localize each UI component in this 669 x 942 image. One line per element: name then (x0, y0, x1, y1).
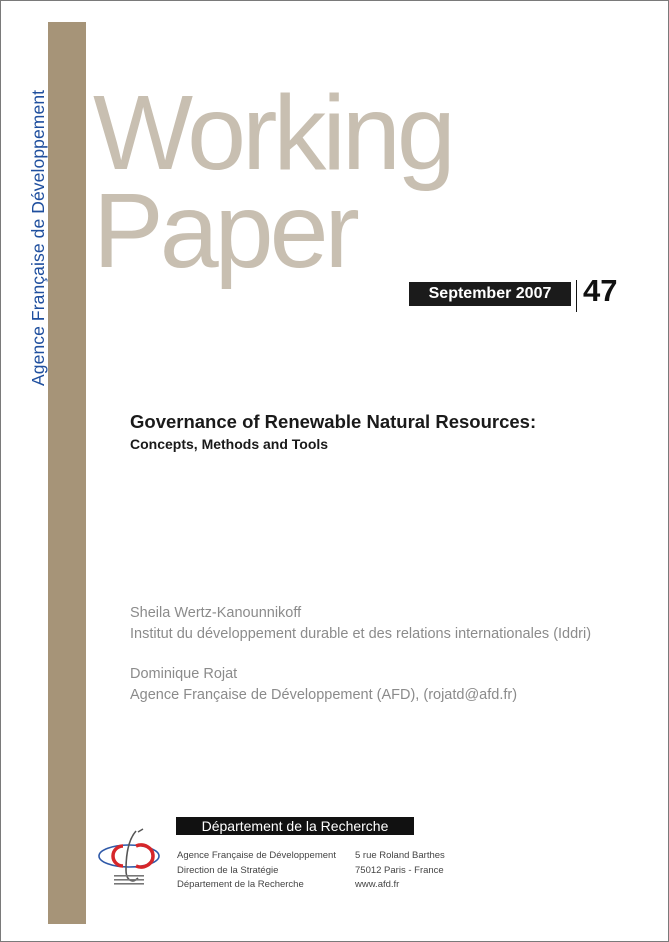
footer-address-street (355, 849, 445, 893)
author-name: Sheila Wertz-Kanounnikoff (130, 605, 302, 621)
side-organization-label: Agence Française de Développement (28, 89, 48, 386)
department-banner: Département de la Recherche (176, 817, 414, 835)
title-paper: Paper (93, 172, 356, 290)
document-title: Governance of Renewable Natural Resources: (130, 411, 537, 432)
document-subtitle: Concepts, Methods and Tools (130, 436, 329, 452)
footer-line: Département de la Recherche (177, 879, 304, 890)
issue-number: 47 (583, 273, 618, 308)
title-working: Working (93, 74, 452, 192)
footer-address-org (177, 849, 336, 893)
footer-line: 5 rue Roland Barthes (355, 850, 445, 861)
date-separator (576, 280, 577, 312)
date-badge: September 2007 (409, 282, 571, 306)
afd-logo-icon (96, 826, 162, 892)
author-affiliation: Institut du développement durable et des relations internationales (Iddri) (130, 626, 592, 642)
footer-line: Direction de la Stratégie (177, 864, 279, 876)
footer-website: www.afd.fr (355, 879, 400, 890)
side-color-band (48, 22, 86, 924)
author-name: Dominique Rojat (130, 666, 238, 682)
footer-line: 75012 Paris - France (355, 864, 444, 876)
footer-line: Agence Française de Développement (177, 850, 336, 861)
author-affiliation: Agence Française de Développement (AFD), (rojatd@afd.fr) (130, 687, 518, 703)
